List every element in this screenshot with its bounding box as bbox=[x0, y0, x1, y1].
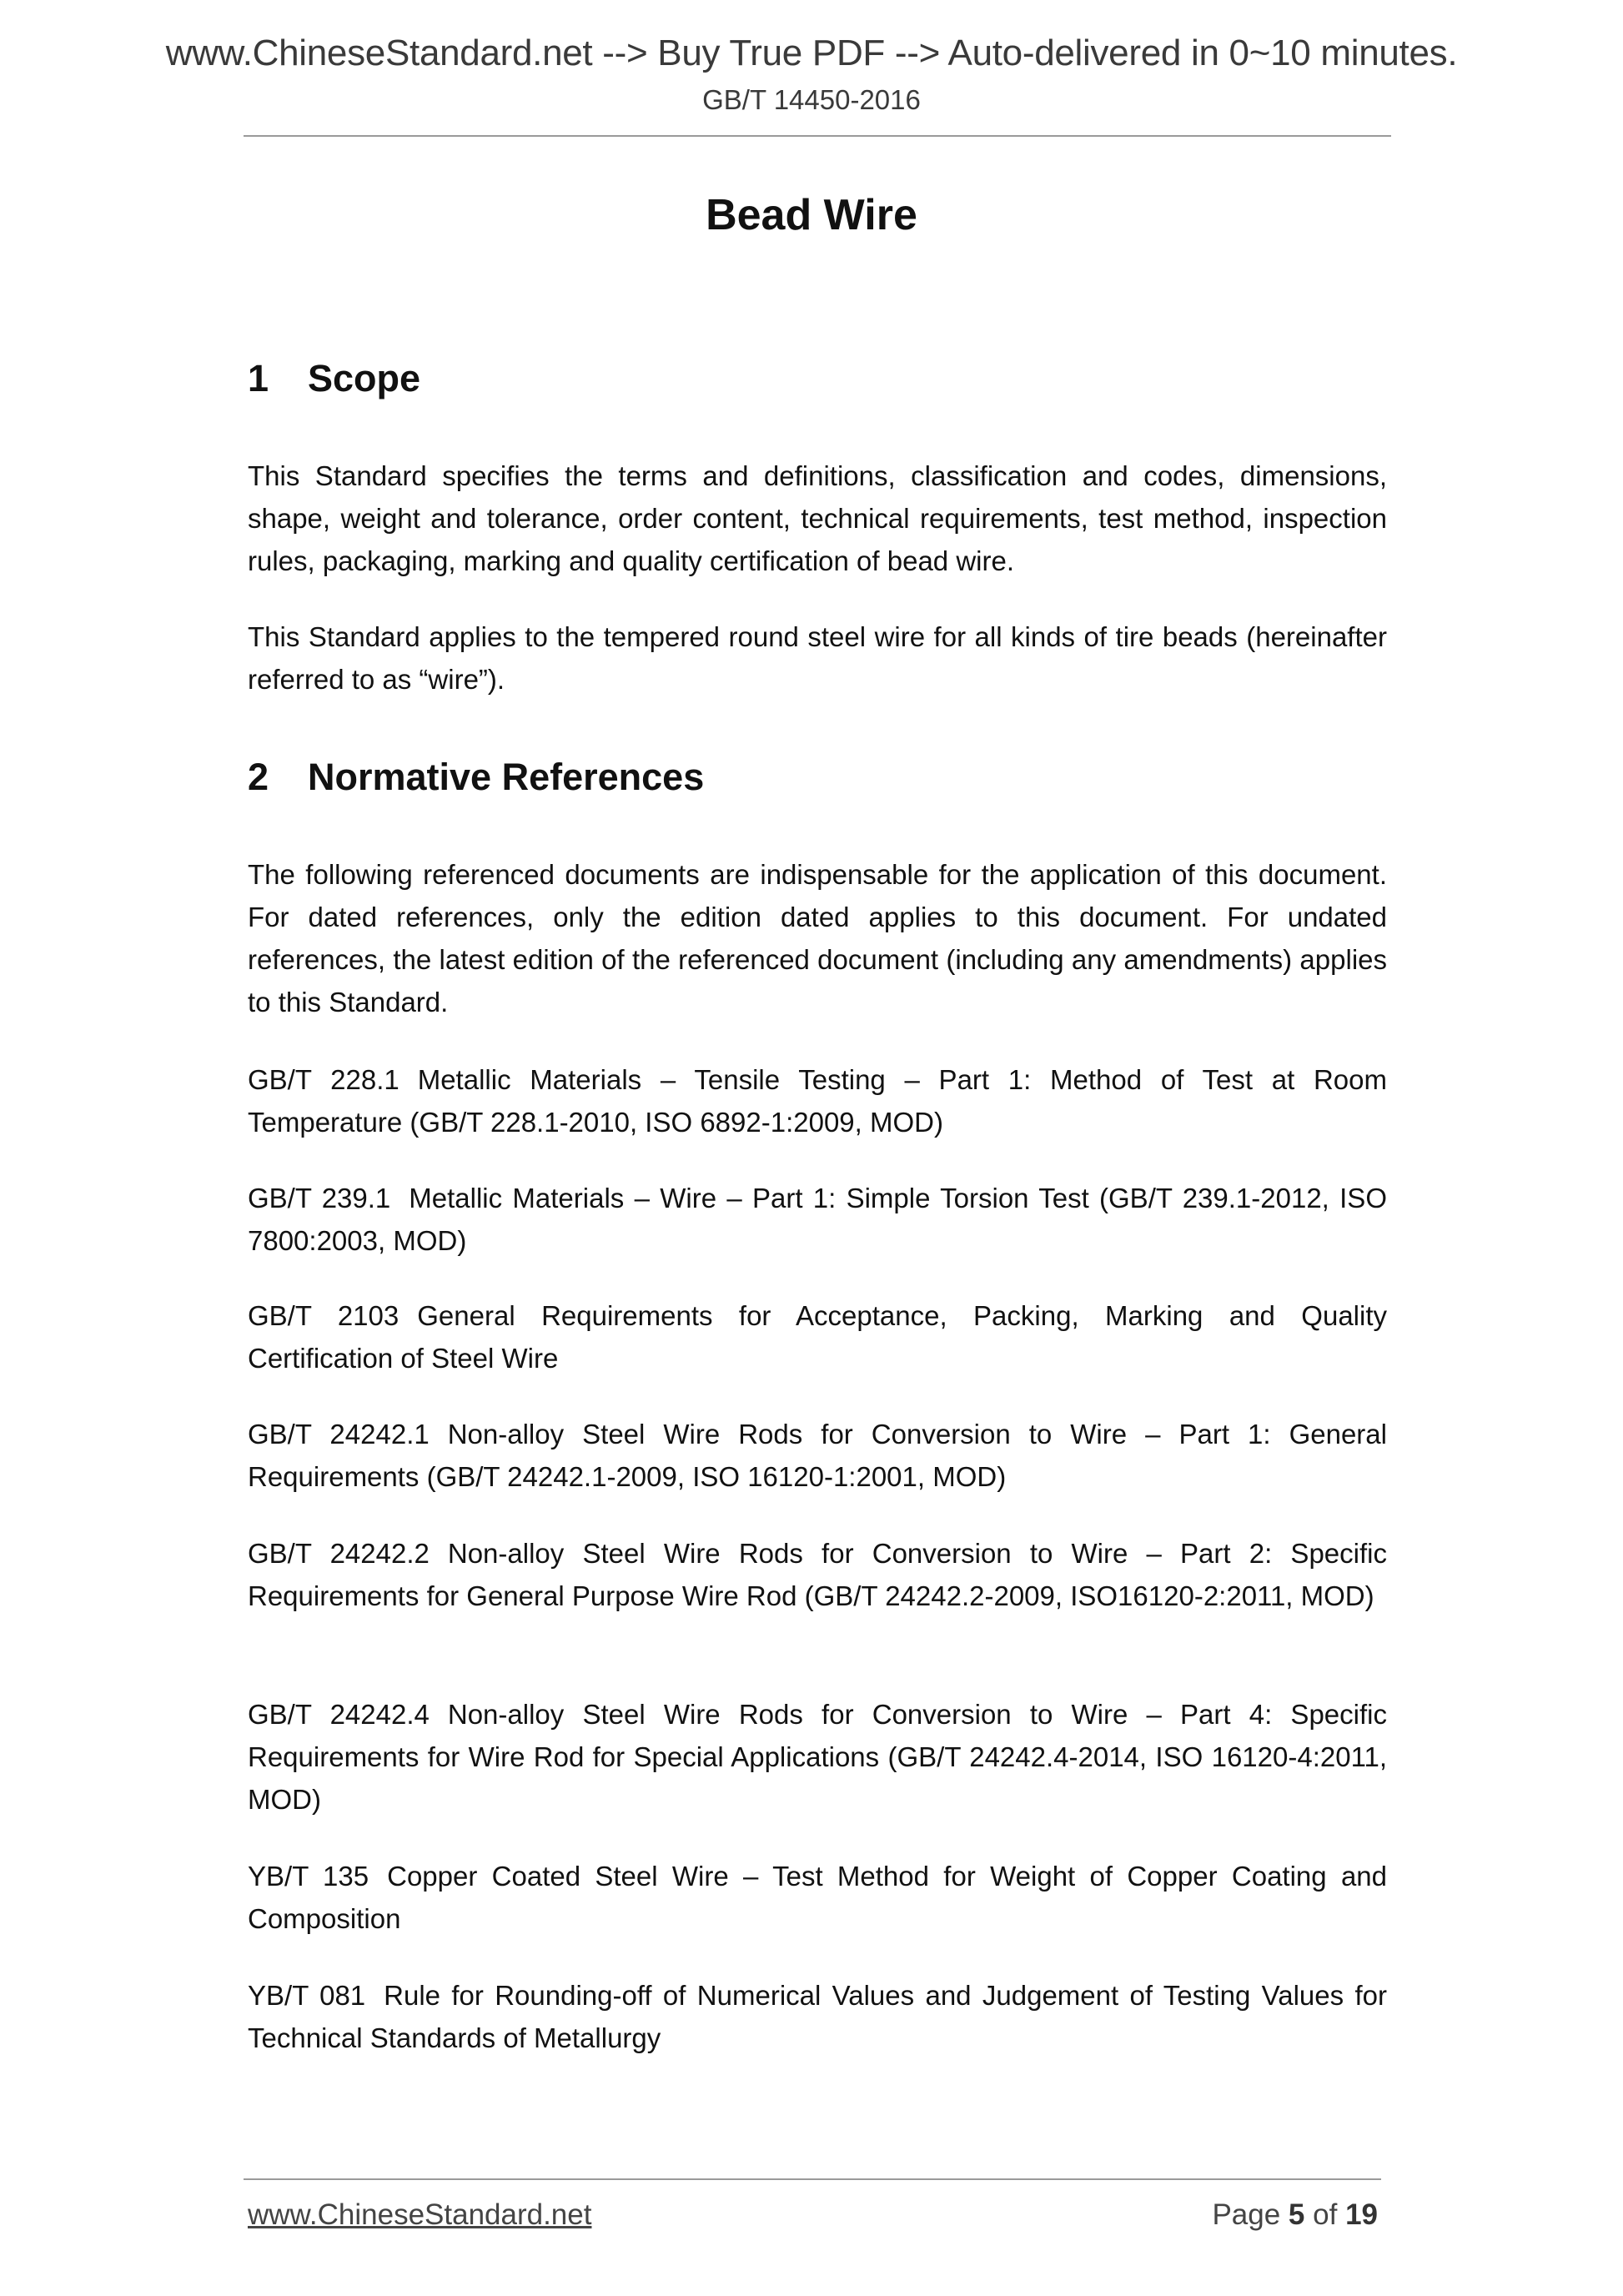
reference-item bbox=[248, 1532, 1387, 1617]
section-heading-normative-references bbox=[248, 756, 704, 799]
page-indicator bbox=[1212, 2198, 1378, 2232]
reference-item bbox=[248, 1177, 1387, 1262]
reference-title: Metallic Materials – Tensile Testing – Part 1: Method of Test at Room Temperature (GB/T 228.1-2010, ISO 6892-1:2009, MOD) bbox=[248, 1064, 1387, 1138]
paragraph: The following referenced documents are indispensable for the application of this document. For dated references, only the edition dated applies to this document. For undated references, the latest edition of the referenced document (including any amendments) applies to this Standard. bbox=[248, 859, 1387, 1017]
page-prefix: Page bbox=[1212, 2198, 1281, 2231]
header-divider bbox=[244, 135, 1391, 137]
reference-code: GB/T 2103 bbox=[248, 1300, 399, 1331]
footer-divider bbox=[244, 2178, 1381, 2180]
reference-item bbox=[248, 1693, 1387, 1821]
paragraph: This Standard applies to the tempered round steel wire for all kinds of tire beads (hereinafter referred to as “wire”). bbox=[248, 621, 1387, 695]
current-page: 5 bbox=[1288, 2198, 1305, 2231]
total-pages: 19 bbox=[1345, 2198, 1378, 2231]
section-number: 1 bbox=[248, 357, 269, 399]
reference-code: GB/T 24242.2 bbox=[248, 1538, 430, 1569]
document-title: Bead Wire bbox=[706, 191, 917, 239]
reference-item bbox=[248, 1294, 1387, 1379]
reference-title: Copper Coated Steel Wire – Test Method for Weight of Copper Coating and Composition bbox=[248, 1861, 1387, 1934]
of-label: of bbox=[1313, 2198, 1338, 2231]
reference-title: Non-alloy Steel Wire Rods for Conversion to Wire – Part 2: Specific Requirements for General Purpose Wire Rod (GB/T 24242.2-2009, ISO16120-2:2011, MOD) bbox=[248, 1538, 1387, 1611]
reference-title: Rule for Rounding-off of Numerical Values and Judgement of Testing Values for Technical Standards of Metallurgy bbox=[248, 1980, 1387, 2053]
section-heading-scope bbox=[248, 357, 420, 400]
reference-item bbox=[248, 1413, 1387, 1498]
footer-link[interactable]: www.ChineseStandard.net bbox=[248, 2198, 592, 2231]
paragraph: This Standard specifies the terms and definitions, classification and codes, dimensions, shape, weight and tolerance, order content, technical requirements, test method, inspection rules, packaging, marking and quality certification of bead wire. bbox=[248, 460, 1387, 576]
reference-code: YB/T 081 bbox=[248, 1980, 366, 2011]
section-title: Normative References bbox=[308, 756, 705, 798]
section-title: Scope bbox=[308, 357, 421, 399]
reference-item bbox=[248, 1058, 1387, 1143]
reference-title: Non-alloy Steel Wire Rods for Conversion to Wire – Part 1: General Requirements (GB/T 24242.1-2009, ISO 16120-1:2001, MOD) bbox=[248, 1419, 1387, 1492]
reference-title: Metallic Materials – Wire – Part 1: Simple Torsion Test (GB/T 239.1-2012, ISO 7800:2003, MOD) bbox=[248, 1183, 1387, 1256]
reference-item bbox=[248, 1974, 1387, 2059]
reference-code: GB/T 24242.4 bbox=[248, 1699, 430, 1730]
reference-title: Non-alloy Steel Wire Rods for Conversion to Wire – Part 4: Specific Requirements for Wire Rod for Special Applications (GB/T 24242.4-2014, ISO 16120-4:2011, MOD) bbox=[248, 1699, 1387, 1815]
reference-code: GB/T 24242.1 bbox=[248, 1419, 430, 1449]
section-number: 2 bbox=[248, 756, 269, 798]
standard-number: GB/T 14450-2016 bbox=[702, 84, 921, 115]
reference-code: GB/T 239.1 bbox=[248, 1183, 391, 1213]
reference-item bbox=[248, 1855, 1387, 1940]
header-banner[interactable]: www.ChineseStandard.net --> Buy True PDF --> Auto-delivered in 0~10 minutes. bbox=[165, 33, 1458, 73]
reference-code: GB/T 228.1 bbox=[248, 1064, 399, 1095]
reference-code: YB/T 135 bbox=[248, 1861, 369, 1892]
reference-title: General Requirements for Acceptance, Packing, Marking and Quality Certification of Steel Wire bbox=[248, 1300, 1388, 1374]
